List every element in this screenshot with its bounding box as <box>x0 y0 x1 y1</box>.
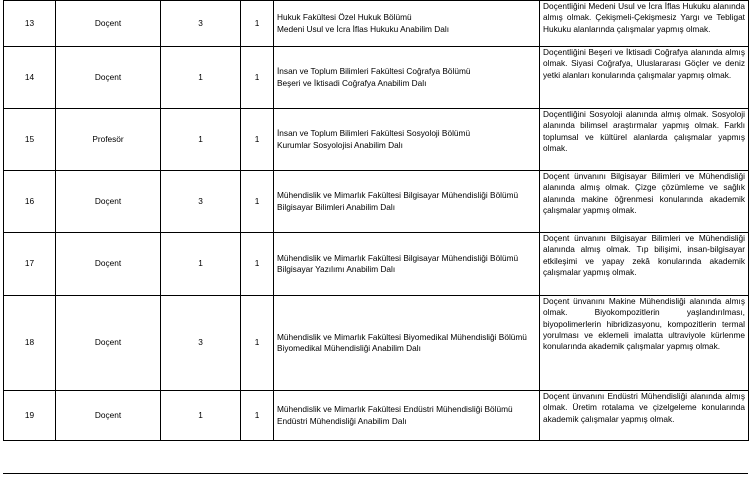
position-table <box>3 0 749 441</box>
division: Endüstri Mühendisliği Anabilim Dalı <box>277 415 407 426</box>
faculty-department: Mühendislik ve Mimarlık Fakültesi Bilgisayar Mühendisliği Bölümü <box>277 190 519 201</box>
position-quantity: 1 <box>241 109 274 171</box>
row-number: 14 <box>4 47 56 109</box>
unit-cell <box>274 109 540 171</box>
faculty-department: Mühendislik ve Mimarlık Fakültesi Endüstri Mühendisliği Bölümü <box>277 404 513 415</box>
faculty-department: Mühendislik ve Mimarlık Fakültesi Biyomedikal Mühendisliği Bölümü <box>277 331 527 342</box>
division: Biyomedikal Mühendisliği Anabilim Dalı <box>277 343 421 353</box>
degree-count: 1 <box>161 233 241 296</box>
academic-title: Profesör <box>56 109 161 171</box>
division: Medeni Usul ve İcra İflas Hukuku Anabilim Dalı <box>277 23 450 34</box>
condition-text: Doçentliğini Medeni Usul ve İcra İflas Hukuku alanında almış olmak. Çekişmeli-Çekişmesiz Yargı ve Tebligat Hukuku alanlarında çalışmalar yapmış olmak. <box>540 1 749 47</box>
row-number: 19 <box>4 391 56 441</box>
academic-title: Doçent <box>56 391 161 441</box>
row-number: 17 <box>4 233 56 296</box>
degree-count: 1 <box>161 391 241 441</box>
faculty-department: Mühendislik ve Mimarlık Fakültesi Bilgisayar Mühendisliği Bölümü <box>277 252 519 263</box>
table-row <box>4 171 749 233</box>
unit-cell <box>274 1 540 47</box>
condition-text: Doçent ünvanını Bilgisayar Bilimleri ve Mühendisliği alanında almış olmak. Tıp bilişimi, insan-bilgisayar etkileşimi ve yapay zekâ konularında akademik çalışmalar yapmış olmak. <box>540 233 749 296</box>
academic-title: Doçent <box>56 171 161 233</box>
division: Bilgisayar Bilimleri Anabilim Dalı <box>277 201 396 212</box>
table-body <box>4 1 749 441</box>
position-quantity: 1 <box>241 296 274 391</box>
row-number: 18 <box>4 296 56 391</box>
academic-title: Doçent <box>56 233 161 296</box>
academic-title: Doçent <box>56 1 161 47</box>
unit-cell <box>274 233 540 296</box>
row-number: 13 <box>4 1 56 47</box>
faculty-department: İnsan ve Toplum Bilimleri Fakültesi Sosyoloji Bölümü <box>277 128 471 139</box>
table-row <box>4 296 749 391</box>
page-bottom-rule <box>3 473 748 474</box>
table-row <box>4 391 749 441</box>
table-row <box>4 47 749 109</box>
unit-cell <box>274 391 540 441</box>
condition-text: Doçent ünvanını Bilgisayar Bilimleri ve Mühendisliği alanında almış olmak. Çizge çözümleme ve sağlık alanında makine öğrenmesi konularında akademik çalışmalar yapmış olmak. <box>540 171 749 233</box>
table-row <box>4 233 749 296</box>
degree-count: 3 <box>161 296 241 391</box>
position-quantity: 1 <box>241 47 274 109</box>
position-quantity: 1 <box>241 233 274 296</box>
degree-count: 3 <box>161 171 241 233</box>
unit-cell <box>274 171 540 233</box>
degree-count: 3 <box>161 1 241 47</box>
academic-title: Doçent <box>56 296 161 391</box>
unit-cell <box>274 47 540 109</box>
academic-title: Doçent <box>56 47 161 109</box>
condition-text: Doçentliğini Beşeri ve İktisadi Coğrafya alanında almış olmak. Siyasi Coğrafya, Uluslararası Göçler ve deniz yetki alanları konularında çalışmalar yapmış olmak. <box>540 47 749 109</box>
condition-text: Doçent ünvanını Makine Mühendisliği alanında almış olmak. Biyokompozitlerin yaşlandırılması, biyopolimerlerin hibridizasyonu, kompozitlerin termal yorulması ve eklemeli imalatta ultraviyole kürlenme konularında akademik çalışmalar yapmış olmak. <box>540 296 749 391</box>
table-row <box>4 1 749 47</box>
table-row <box>4 109 749 171</box>
row-number: 16 <box>4 171 56 233</box>
row-number: 15 <box>4 109 56 171</box>
condition-text: Doçent ünvanını Endüstri Mühendisliği alanında almış olmak. Üretim rotalama ve çizelgeleme konularında akademik çalışmalar yapmış olmak. <box>540 391 749 441</box>
degree-count: 1 <box>161 109 241 171</box>
division: Bilgisayar Yazılımı Anabilim Dalı <box>277 264 396 274</box>
position-table-container <box>3 0 748 441</box>
faculty-department: Hukuk Fakültesi Özel Hukuk Bölümü <box>277 12 412 23</box>
condition-text: Doçentliğini Sosyoloji alanında almış olmak. Sosyoloji alanında bilimsel araştırmalar yapmış olmak. Farklı toplumsal ve kültürel alanlarda çalışmalar yapmış olmak. <box>540 109 749 171</box>
degree-count: 1 <box>161 47 241 109</box>
position-quantity: 1 <box>241 391 274 441</box>
faculty-department: İnsan ve Toplum Bilimleri Fakültesi Coğrafya Bölümü <box>277 66 471 77</box>
position-quantity: 1 <box>241 1 274 47</box>
division: Beşeri ve İktisadi Coğrafya Anabilim Dalı <box>277 77 427 88</box>
position-quantity: 1 <box>241 171 274 233</box>
unit-cell <box>274 296 540 391</box>
division: Kurumlar Sosyolojisi Anabilim Dalı <box>277 139 403 150</box>
